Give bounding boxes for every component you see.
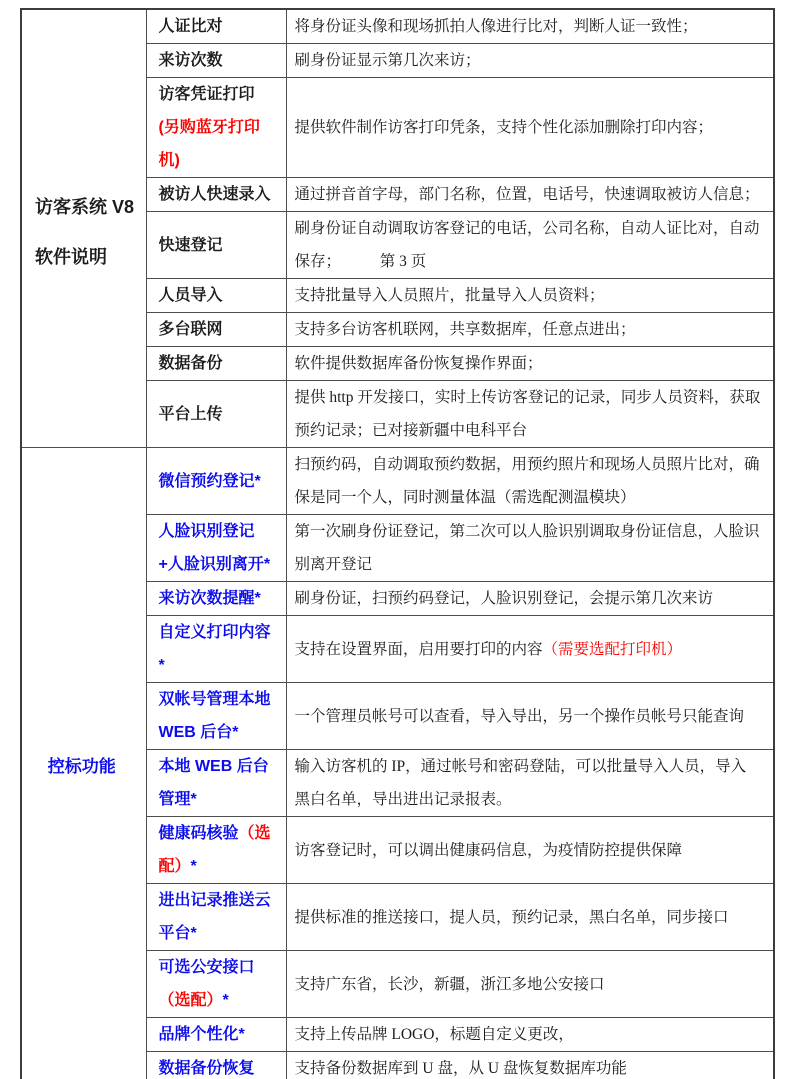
feature-name-cell xyxy=(146,1018,286,1052)
text-segment-black: 多台联网 xyxy=(158,321,223,338)
feature-description-cell xyxy=(286,381,774,448)
feature-table-body xyxy=(21,9,774,1079)
table-row xyxy=(21,448,774,515)
table-row xyxy=(21,9,774,44)
feature-description-cell xyxy=(286,817,774,884)
text-segment-black: 支持在设置界面，启用要打印的内容 xyxy=(294,640,543,658)
text-segment-black: 支持上传品牌 LOGO，标题自定义更改， xyxy=(294,1026,574,1043)
text-segment-blue: 微信预约登记* xyxy=(158,472,261,490)
feature-description-cell xyxy=(286,515,774,582)
text-segment-black: 刷身份证自动调取访客登记的电话，公司名称，自动人证比对，自动保存； 第 3 页 xyxy=(294,220,760,270)
feature-name-cell xyxy=(146,683,286,750)
text-segment-black: 刷身份证，扫预约码登记，人脸识别登记，会提示第几次来访 xyxy=(294,590,714,607)
feature-description-cell xyxy=(286,347,774,381)
feature-description-cell xyxy=(286,750,774,817)
section-header-bid-control-features xyxy=(21,448,146,1079)
text-segment-black: 数据备份 xyxy=(158,355,223,372)
feature-name-cell xyxy=(146,1052,286,1079)
section-header-software-overview xyxy=(21,9,146,448)
text-segment-black: 输入访客机的 IP，通过帐号和密码登陆，可以批量导入人员，导入黑白名单，导出进出记录报表。 xyxy=(294,758,747,808)
feature-description-cell xyxy=(286,1018,774,1052)
text-segment-blue: 双帐号管理本地 WEB 后台* xyxy=(158,691,271,741)
text-segment-red: （需要选配打印机） xyxy=(542,640,683,658)
text-segment-black: 提供软件制作访客打印凭条，支持个性化添加删除打印内容； xyxy=(294,119,714,136)
text-segment-black: 人证比对 xyxy=(158,18,223,35)
feature-description-cell xyxy=(286,313,774,347)
text-segment-black: 第一次刷身份证登记，第二次可以人脸识别调取身份证信息，人脸识别离开登记 xyxy=(294,523,760,573)
text-segment-blue: * xyxy=(190,858,197,875)
feature-description-cell xyxy=(286,78,774,178)
text-segment-red: （选配） xyxy=(158,992,223,1009)
text-segment-blue: 品牌个性化* xyxy=(158,1026,245,1043)
feature-description-cell xyxy=(286,9,774,44)
feature-name-cell xyxy=(146,9,286,44)
text-segment-blue: 可选公安接口 xyxy=(158,959,255,976)
text-segment-black: 支持批量导入人员照片，批量导入人员资料； xyxy=(294,287,605,304)
text-segment-red: （选配） xyxy=(158,825,271,875)
feature-name-cell xyxy=(146,515,286,582)
text-segment-black: 提供 http 开发接口，实时上传访客登记的记录，同步人员资料，获取预约记录；已对接新疆中电科平台 xyxy=(294,389,761,439)
text-segment-blue: 数据备份恢复 xyxy=(158,1060,255,1077)
text-segment-black: 扫预约码，自动调取预约数据，用预约照片和现场人员照片比对，确保是同一个人，同时测量体温（需选配测温模块） xyxy=(294,456,760,506)
text-segment-blue: * xyxy=(222,992,229,1009)
feature-description-cell xyxy=(286,448,774,515)
text-segment-black: 访客凭证打印 xyxy=(158,86,255,103)
feature-name-cell xyxy=(146,448,286,515)
feature-description-cell xyxy=(286,951,774,1018)
text-segment-black: 一个管理员帐号可以查看，导入导出，另一个操作员帐号只能查询 xyxy=(294,707,745,725)
feature-name-cell xyxy=(146,279,286,313)
text-segment-blue: 来访次数提醒* xyxy=(158,590,261,607)
feature-name-cell xyxy=(146,817,286,884)
text-segment-black: 快速登记 xyxy=(158,236,223,254)
feature-name-cell xyxy=(146,616,286,683)
feature-name-cell xyxy=(146,750,286,817)
feature-description-cell xyxy=(286,683,774,750)
text-segment-black: 被访人快速录入 xyxy=(158,186,271,203)
text-segment-black: 人员导入 xyxy=(158,287,223,304)
section-header-line: 访客系统 V8 xyxy=(35,196,135,217)
text-segment-black: 支持广东省，长沙，新疆，浙江多地公安接口 xyxy=(294,975,605,993)
feature-name-cell xyxy=(146,78,286,178)
feature-description-cell xyxy=(286,884,774,951)
feature-description-cell xyxy=(286,279,774,313)
feature-name-cell xyxy=(146,347,286,381)
feature-name-cell xyxy=(146,381,286,448)
section-header-line: 控标功能 xyxy=(47,756,116,776)
text-segment-red: (另购蓝牙打印机) xyxy=(158,119,260,169)
text-segment-black: 来访次数 xyxy=(158,52,223,69)
feature-description-cell xyxy=(286,1052,774,1079)
feature-name-cell xyxy=(146,178,286,212)
text-segment-black: 提供标准的推送接口，提人员，预约记录，黑白名单，同步接口 xyxy=(294,908,729,926)
feature-table xyxy=(20,8,775,1079)
feature-description-cell xyxy=(286,212,774,279)
text-segment-black: 支持备份数据库到 U 盘，从 U 盘恢复数据库功能 xyxy=(294,1060,627,1077)
text-segment-blue: 本地 WEB 后台管理* xyxy=(158,758,269,808)
text-segment-black: 刷身份证显示第几次来访； xyxy=(294,52,481,69)
text-segment-black: 平台上传 xyxy=(158,405,223,423)
feature-name-cell xyxy=(146,884,286,951)
section-header-line: 软件说明 xyxy=(35,246,107,267)
feature-name-cell xyxy=(146,44,286,78)
feature-description-cell xyxy=(286,178,774,212)
feature-name-cell xyxy=(146,313,286,347)
feature-name-cell xyxy=(146,951,286,1018)
text-segment-blue: 人脸识别登记+人脸识别离开* xyxy=(158,523,271,573)
text-segment-black: 访客登记时，可以调出健康码信息，为疫情防控提供保障 xyxy=(294,841,683,859)
feature-name-cell xyxy=(146,212,286,279)
text-segment-blue: 健康码核验 xyxy=(158,825,239,842)
text-segment-black: 将身份证头像和现场抓拍人像进行比对，判断人证一致性； xyxy=(294,18,698,35)
text-segment-black: 支持多台访客机联网，共享数据库，任意点进出； xyxy=(294,321,636,338)
feature-description-cell xyxy=(286,616,774,683)
text-segment-black: 通过拼音首字母，部门名称，位置，电话号，快速调取被访人信息； xyxy=(294,186,760,203)
feature-description-cell xyxy=(286,582,774,616)
text-segment-black: 软件提供数据库备份恢复操作界面； xyxy=(294,355,543,372)
text-segment-blue: 进出记录推送云平台* xyxy=(158,892,271,942)
text-segment-blue: 自定义打印内容* xyxy=(158,624,271,674)
feature-description-cell xyxy=(286,44,774,78)
feature-name-cell xyxy=(146,582,286,616)
